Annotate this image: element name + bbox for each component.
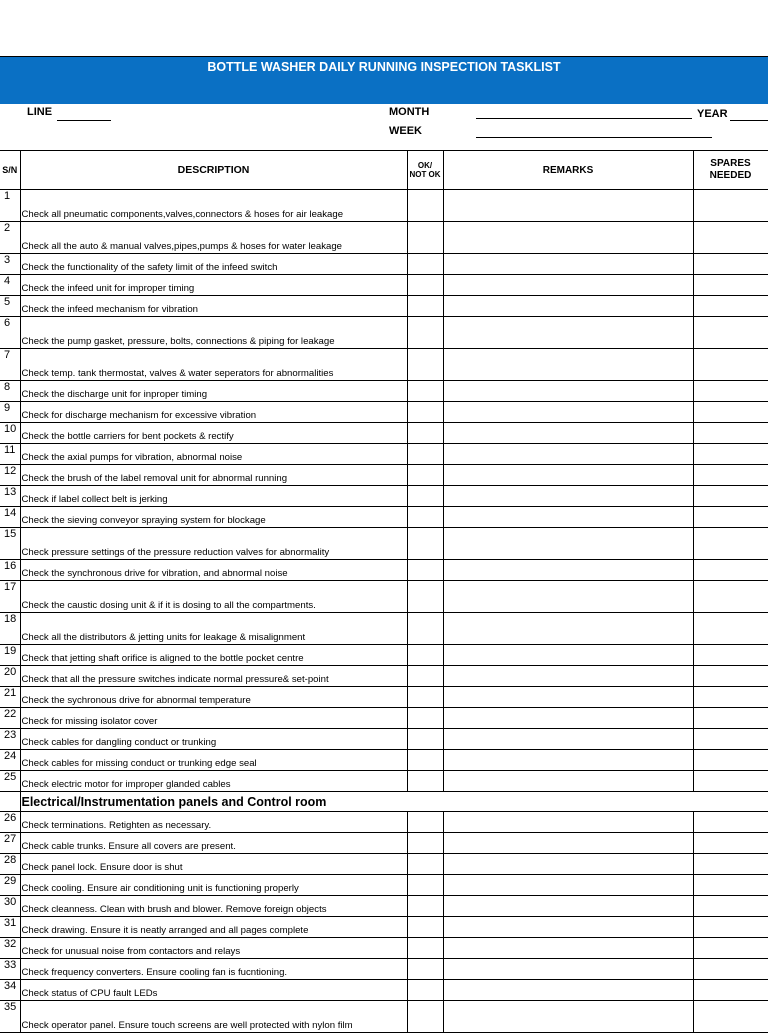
row-description: Check frequency converters. Ensure cooling fan is fucntioning.: [20, 959, 407, 980]
spares-cell[interactable]: [693, 771, 768, 792]
inspection-table: [0, 150, 768, 1033]
table-row: [0, 190, 768, 222]
table-row: [0, 1001, 768, 1033]
table-row: [0, 959, 768, 980]
row-number: 17: [0, 581, 20, 613]
remarks-cell[interactable]: [443, 254, 693, 275]
table-row: [0, 666, 768, 687]
spares-cell[interactable]: [693, 444, 768, 465]
row-number: 25: [0, 771, 20, 792]
page-title: BOTTLE WASHER DAILY RUNNING INSPECTION TASKLIST: [207, 60, 561, 74]
table-row: [0, 854, 768, 875]
row-number: 24: [0, 750, 20, 771]
spares-cell[interactable]: [693, 486, 768, 507]
remarks-cell[interactable]: [443, 980, 693, 1001]
row-number: 8: [0, 381, 20, 402]
ok-cell[interactable]: [407, 687, 443, 708]
week-field[interactable]: [476, 137, 712, 138]
ok-cell[interactable]: [407, 771, 443, 792]
ok-cell[interactable]: [407, 444, 443, 465]
table-row: [0, 528, 768, 560]
spares-cell[interactable]: [693, 812, 768, 833]
row-description: Check all the distributors & jetting units for leakage & misalignment: [20, 613, 407, 645]
remarks-cell[interactable]: [443, 896, 693, 917]
row-description: Check for missing isolator cover: [20, 708, 407, 729]
remarks-cell[interactable]: [443, 613, 693, 645]
row-description: Check terminations. Retighten as necessary.: [20, 812, 407, 833]
spares-cell[interactable]: [693, 854, 768, 875]
section-header-row: [0, 792, 768, 812]
spares-cell[interactable]: [693, 687, 768, 708]
row-description: Check the functionality of the safety limit of the infeed switch: [20, 254, 407, 275]
row-description: Check the discharge unit for inproper timing: [20, 381, 407, 402]
row-number: 10: [0, 423, 20, 444]
remarks-cell[interactable]: [443, 402, 693, 423]
row-description: Check all the auto & manual valves,pipes,pumps & hoses for water leakage: [20, 222, 407, 254]
row-description: Check the sieving conveyor spraying system for blockage: [20, 507, 407, 528]
row-number: 2: [0, 222, 20, 254]
remarks-cell[interactable]: [443, 444, 693, 465]
spares-cell[interactable]: [693, 465, 768, 486]
spares-cell[interactable]: [693, 402, 768, 423]
row-description: Check drawing. Ensure it is neatly arranged and all pages complete: [20, 917, 407, 938]
remarks-cell[interactable]: [443, 771, 693, 792]
spares-cell[interactable]: [693, 275, 768, 296]
row-number: 11: [0, 444, 20, 465]
row-number: 28: [0, 854, 20, 875]
remarks-cell[interactable]: [443, 275, 693, 296]
row-description: Check that jetting shaft orifice is aligned to the bottle pocket centre: [20, 645, 407, 666]
row-description: Check all pneumatic components,valves,connectors & hoses for air leakage: [20, 190, 407, 222]
spares-cell[interactable]: [693, 581, 768, 613]
table-row: [0, 896, 768, 917]
table-row: [0, 222, 768, 254]
spares-cell[interactable]: [693, 875, 768, 896]
spares-cell[interactable]: [693, 708, 768, 729]
remarks-cell[interactable]: [443, 528, 693, 560]
ok-cell[interactable]: [407, 1001, 443, 1033]
line-field[interactable]: [57, 120, 111, 121]
row-number: 26: [0, 812, 20, 833]
table-row: [0, 771, 768, 792]
row-description: Check for discharge mechanism for excessive vibration: [20, 402, 407, 423]
ok-cell[interactable]: [407, 613, 443, 645]
row-description: Check operator panel. Ensure touch screens are well protected with nylon film: [20, 1001, 407, 1033]
remarks-cell[interactable]: [443, 381, 693, 402]
spares-cell[interactable]: [693, 1001, 768, 1033]
month-label: MONTH: [389, 106, 430, 118]
table-row: [0, 687, 768, 708]
ok-cell[interactable]: [407, 507, 443, 528]
col-ok-header: OK/ NOT OK: [407, 151, 443, 190]
year-label: YEAR: [697, 108, 728, 120]
spares-cell[interactable]: [693, 645, 768, 666]
ok-cell[interactable]: [407, 980, 443, 1001]
row-description: Check cables for missing conduct or trunking edge seal: [20, 750, 407, 771]
remarks-cell[interactable]: [443, 222, 693, 254]
remarks-cell[interactable]: [443, 750, 693, 771]
remarks-cell[interactable]: [443, 666, 693, 687]
ok-cell[interactable]: [407, 349, 443, 381]
ok-cell[interactable]: [407, 317, 443, 349]
table-row: [0, 275, 768, 296]
table-row: [0, 613, 768, 645]
table-row: [0, 581, 768, 613]
ok-cell[interactable]: [407, 729, 443, 750]
row-number: 32: [0, 938, 20, 959]
ok-cell[interactable]: [407, 465, 443, 486]
remarks-cell[interactable]: [443, 959, 693, 980]
spares-cell[interactable]: [693, 222, 768, 254]
spares-cell[interactable]: [693, 833, 768, 854]
col-spares-header: SPARES NEEDED: [693, 151, 768, 190]
table-row: [0, 296, 768, 317]
row-number: 33: [0, 959, 20, 980]
remarks-cell[interactable]: [443, 560, 693, 581]
ok-cell[interactable]: [407, 959, 443, 980]
table-row: [0, 507, 768, 528]
ok-cell[interactable]: [407, 750, 443, 771]
row-description: Check the caustic dosing unit & if it is dosing to all the compartments.: [20, 581, 407, 613]
col-description-header: DESCRIPTION: [20, 151, 407, 190]
row-number: 29: [0, 875, 20, 896]
table-row: [0, 980, 768, 1001]
spares-cell[interactable]: [693, 917, 768, 938]
row-description: Check the synchronous drive for vibration, and abnormal noise: [20, 560, 407, 581]
table-row: [0, 465, 768, 486]
remarks-cell[interactable]: [443, 729, 693, 750]
table-row: [0, 254, 768, 275]
row-description: Check electric motor for improper glanded cables: [20, 771, 407, 792]
row-number: 18: [0, 613, 20, 645]
row-number: 12: [0, 465, 20, 486]
row-number: 7: [0, 349, 20, 381]
row-number: 19: [0, 645, 20, 666]
ok-cell[interactable]: [407, 812, 443, 833]
row-number: 3: [0, 254, 20, 275]
row-description: Check cable trunks. Ensure all covers are present.: [20, 833, 407, 854]
table-row: [0, 750, 768, 771]
spares-cell[interactable]: [693, 507, 768, 528]
ok-cell[interactable]: [407, 560, 443, 581]
row-number: 5: [0, 296, 20, 317]
row-number: 4: [0, 275, 20, 296]
row-number: 27: [0, 833, 20, 854]
title-banner: [0, 56, 768, 104]
spares-cell[interactable]: [693, 959, 768, 980]
table-row: [0, 729, 768, 750]
spares-cell[interactable]: [693, 423, 768, 444]
spares-cell[interactable]: [693, 938, 768, 959]
row-description: Check pressure settings of the pressure reduction valves for abnormality: [20, 528, 407, 560]
table-row: [0, 812, 768, 833]
row-description: Check the brush of the label removal unit for abnormal running: [20, 465, 407, 486]
ok-cell[interactable]: [407, 423, 443, 444]
table-header-row: [0, 151, 768, 190]
ok-cell[interactable]: [407, 875, 443, 896]
remarks-cell[interactable]: [443, 296, 693, 317]
col-sn-header: S/N: [0, 151, 20, 190]
row-description: Check the axial pumps for vibration, abnormal noise: [20, 444, 407, 465]
spares-cell[interactable]: [693, 896, 768, 917]
table-row: [0, 917, 768, 938]
remarks-cell[interactable]: [443, 687, 693, 708]
spares-cell[interactable]: [693, 296, 768, 317]
remarks-cell[interactable]: [443, 833, 693, 854]
remarks-cell[interactable]: [443, 349, 693, 381]
ok-cell[interactable]: [407, 296, 443, 317]
ok-cell[interactable]: [407, 666, 443, 687]
ok-cell[interactable]: [407, 190, 443, 222]
remarks-cell[interactable]: [443, 465, 693, 486]
table-row: [0, 381, 768, 402]
row-number: 6: [0, 317, 20, 349]
section-title: Electrical/Instrumentation panels and Control room: [20, 792, 768, 812]
spares-cell[interactable]: [693, 613, 768, 645]
remarks-cell[interactable]: [443, 190, 693, 222]
ok-cell[interactable]: [407, 917, 443, 938]
table-row: [0, 317, 768, 349]
ok-cell[interactable]: [407, 528, 443, 560]
remarks-cell[interactable]: [443, 917, 693, 938]
row-description: Check status of CPU fault LEDs: [20, 980, 407, 1001]
ok-cell[interactable]: [407, 275, 443, 296]
ok-cell[interactable]: [407, 854, 443, 875]
spares-cell[interactable]: [693, 560, 768, 581]
row-number: 20: [0, 666, 20, 687]
ok-cell[interactable]: [407, 833, 443, 854]
row-description: Check panel lock. Ensure door is shut: [20, 854, 407, 875]
spares-cell[interactable]: [693, 349, 768, 381]
row-description: Check the infeed mechanism for vibration: [20, 296, 407, 317]
spares-cell[interactable]: [693, 254, 768, 275]
row-description: Check cables for dangling conduct or trunking: [20, 729, 407, 750]
row-number: 34: [0, 980, 20, 1001]
row-number: 13: [0, 486, 20, 507]
remarks-cell[interactable]: [443, 317, 693, 349]
remarks-cell[interactable]: [443, 708, 693, 729]
row-description: Check that all the pressure switches indicate normal pressure& set-point: [20, 666, 407, 687]
row-description: Check the bottle carriers for bent pockets & rectify: [20, 423, 407, 444]
row-description: Check for unusual noise from contactors and relays: [20, 938, 407, 959]
row-description: Check the pump gasket, pressure, bolts, connections & piping for leakage: [20, 317, 407, 349]
spares-cell[interactable]: [693, 190, 768, 222]
remarks-cell[interactable]: [443, 854, 693, 875]
spares-cell[interactable]: [693, 528, 768, 560]
remarks-cell[interactable]: [443, 486, 693, 507]
table-row: [0, 645, 768, 666]
table-row: [0, 833, 768, 854]
ok-cell[interactable]: [407, 708, 443, 729]
ok-cell[interactable]: [407, 896, 443, 917]
week-label: WEEK: [389, 125, 422, 137]
ok-cell[interactable]: [407, 254, 443, 275]
table-row: [0, 708, 768, 729]
remarks-cell[interactable]: [443, 507, 693, 528]
spares-cell[interactable]: [693, 666, 768, 687]
remarks-cell[interactable]: [443, 812, 693, 833]
table-row: [0, 875, 768, 896]
table-row: [0, 938, 768, 959]
row-description: Check temp. tank thermostat, valves & water seperators for abnormalities: [20, 349, 407, 381]
row-number: 22: [0, 708, 20, 729]
remarks-cell[interactable]: [443, 875, 693, 896]
remarks-cell[interactable]: [443, 938, 693, 959]
row-number: 30: [0, 896, 20, 917]
row-number: 15: [0, 528, 20, 560]
row-number: 1: [0, 190, 20, 222]
table-row: [0, 486, 768, 507]
ok-cell[interactable]: [407, 581, 443, 613]
table-row: [0, 560, 768, 581]
ok-cell[interactable]: [407, 222, 443, 254]
spares-cell[interactable]: [693, 750, 768, 771]
row-description: Check the infeed unit for improper timing: [20, 275, 407, 296]
row-number: 16: [0, 560, 20, 581]
table-row: [0, 423, 768, 444]
year-field[interactable]: [730, 120, 768, 121]
row-number: 14: [0, 507, 20, 528]
table-row: [0, 444, 768, 465]
spares-cell[interactable]: [693, 729, 768, 750]
remarks-cell[interactable]: [443, 645, 693, 666]
ok-cell[interactable]: [407, 381, 443, 402]
remarks-cell[interactable]: [443, 581, 693, 613]
remarks-cell[interactable]: [443, 1001, 693, 1033]
row-number: 9: [0, 402, 20, 423]
spares-cell[interactable]: [693, 317, 768, 349]
ok-cell[interactable]: [407, 645, 443, 666]
month-field[interactable]: [476, 118, 692, 119]
ok-cell[interactable]: [407, 938, 443, 959]
row-description: Check the sychronous drive for abnormal temperature: [20, 687, 407, 708]
col-remarks-header: REMARKS: [443, 151, 693, 190]
row-description: Check cleanness. Clean with brush and blower. Remove foreign objects: [20, 896, 407, 917]
table-row: [0, 349, 768, 381]
ok-cell[interactable]: [407, 402, 443, 423]
row-number: 31: [0, 917, 20, 938]
row-description: Check cooling. Ensure air conditioning unit is functioning properly: [20, 875, 407, 896]
section-sn-cell: [0, 792, 20, 812]
ok-cell[interactable]: [407, 486, 443, 507]
row-description: Check if label collect belt is jerking: [20, 486, 407, 507]
table-row: [0, 402, 768, 423]
row-number: 21: [0, 687, 20, 708]
row-number: 23: [0, 729, 20, 750]
remarks-cell[interactable]: [443, 423, 693, 444]
row-number: 35: [0, 1001, 20, 1033]
spares-cell[interactable]: [693, 381, 768, 402]
spares-cell[interactable]: [693, 980, 768, 1001]
line-label: LINE: [27, 106, 53, 118]
